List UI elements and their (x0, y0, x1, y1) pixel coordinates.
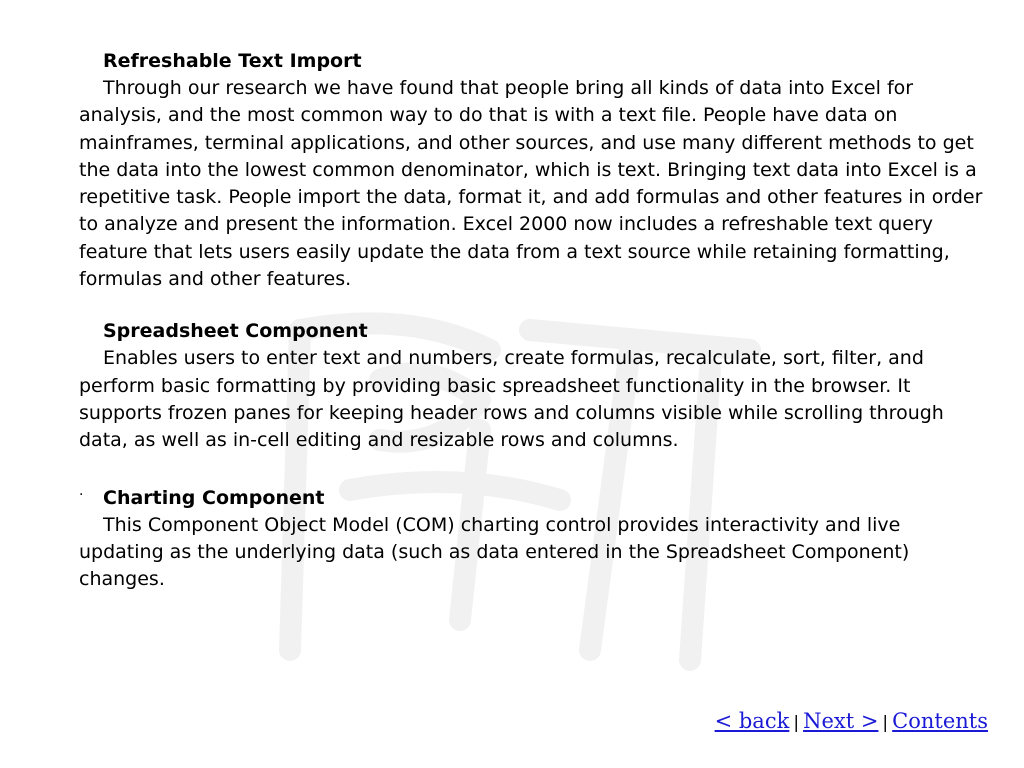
bullet-icon: · (79, 486, 84, 503)
section-spreadsheet-component (79, 318, 984, 454)
section-title-text: Charting Component (103, 486, 325, 509)
nav-separator: | (793, 713, 800, 733)
slide-navigation (715, 706, 988, 738)
nav-separator: | (882, 713, 889, 733)
section-body: This Component Object Model (COM) charting control provides interactivity and live updating as the underlying data (such as data entered in the Spreadsheet Component) changes. (79, 513, 910, 591)
section-title: Spreadsheet Component (103, 320, 368, 343)
section-title-with-bullet (79, 485, 984, 512)
contents-link[interactable]: Contents (892, 709, 988, 733)
section-title: Refreshable Text Import (103, 50, 362, 72)
next-link[interactable]: Next > (803, 709, 879, 733)
section-body: Through our research we have found that people bring all kinds of data into Excel for analysis, and the most common way to do that is with a text file. People have data on mainframes, terminal applications, and other sources, and use many different methods to get the data into the lowest common denominator, which is text. Bringing text data into Excel is a repetitive task. People import the data, format it, and add formulas and other features in order to analyze and present the information. Excel 2000 now includes a refreshable text query feature that lets users easily update the data from a text source while retaining formatting, formulas and other features. (79, 77, 983, 291)
section-charting-component (79, 485, 984, 594)
main-content (79, 48, 984, 593)
back-link[interactable]: < back (714, 709, 790, 733)
section-refreshable-text-import (79, 48, 984, 293)
section-body: Enables users to enter text and numbers, create formulas, recalculate, sort, filter, and perform basic formatting by providing basic spreadsheet functionality in the browser. It supports frozen panes for keeping header rows and columns visible while scrolling through data, as well as in-cell editing and resizable rows and columns. (79, 347, 944, 452)
